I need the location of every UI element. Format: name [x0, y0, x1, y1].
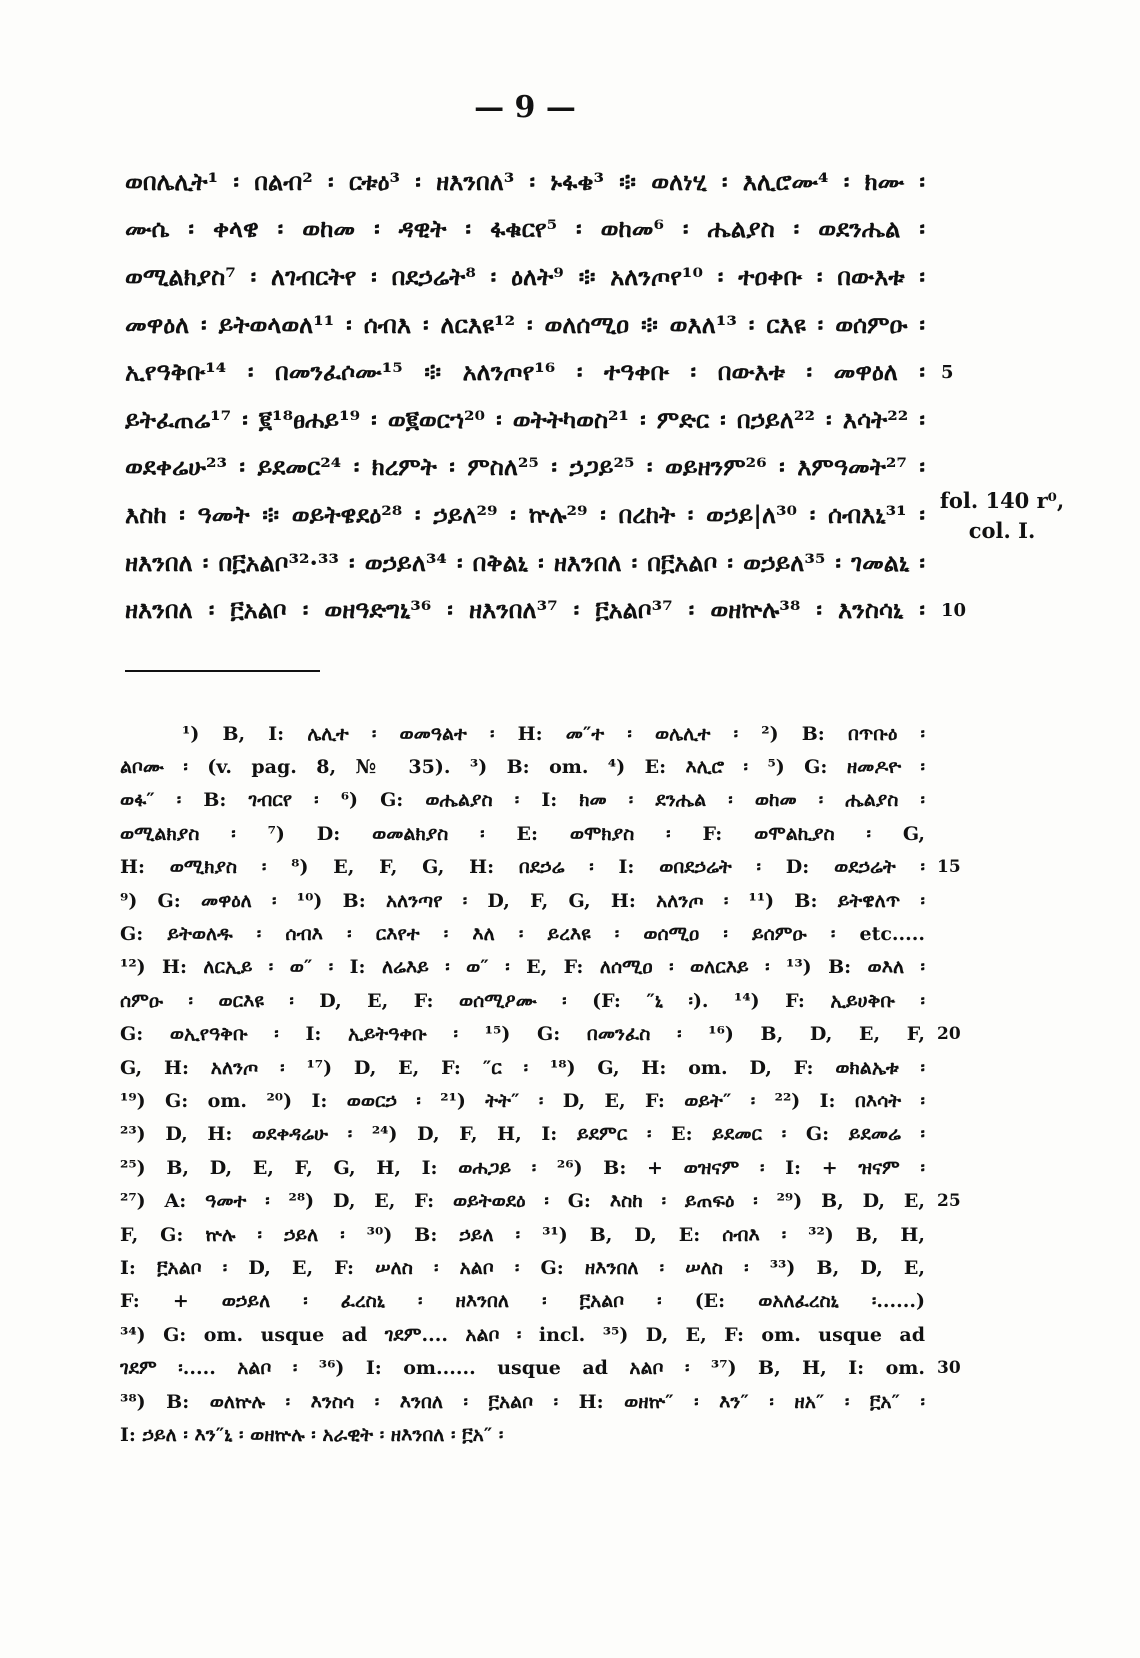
apparatus-line: ወሚልክያስ ፡ ⁷) D: ወመልክያስ ፡ E: ወሞክያስ ፡ F: ወሞልኪያስ ፡ G, — [120, 822, 925, 845]
main-text-row — [125, 586, 1005, 634]
apparatus-row — [120, 1351, 1000, 1384]
apparatus-row — [120, 1285, 1000, 1318]
line-number: 10 — [941, 599, 967, 621]
apparatus-line: G, H: አለንጦ ፡ ¹⁷) D, E, F: ″ር ፡ ¹⁸) G, H: om. D, F: ወክልኤቱ ፡ — [120, 1056, 925, 1079]
main-text-line: ይትፈጠሬ¹⁷ ፡ ፪¹⁸ፀሐይ¹⁹ ፡ ወ፪ወርኀ²⁰ ፡ ወትትካወስ²¹ ፡ ምድር ፡ በኃይለ²² ፡ እሳት²² ፡ — [125, 404, 925, 434]
apparatus-row — [120, 1418, 1000, 1451]
folio-margin-note — [932, 486, 1072, 546]
main-text-row — [125, 301, 1005, 349]
line-number: 25 — [937, 1191, 961, 1212]
apparatus-row — [120, 1084, 1000, 1117]
apparatus-row — [120, 817, 1000, 850]
apparatus-row — [120, 851, 1000, 884]
critical-apparatus — [120, 717, 1000, 1452]
apparatus-line: G: ወኢየዓቅቡ ፡ I: ኢይትዓቀቡ ፡ ¹⁵) G: በመንፈስ ፡ ¹⁶) B, D, E, F, — [120, 1023, 925, 1046]
apparatus-row — [120, 717, 1000, 750]
main-text-line: ሙሴ ፡ ቀላዌ ፡ ወከመ ፡ ዳዊት ፡ ፋቁርየ⁵ ፡ ወከመ⁶ ፡ ሔልያስ ፡ ወደንሔል ፡ — [125, 214, 925, 244]
apparatus-line: ወፋ″ ፡ B: ገብርየ ፡ ⁶) G: ወሔልያስ ፡ I: ክመ ፡ ደንሔል ፡ ወከመ ፡ ሔልያስ ፡ — [120, 789, 925, 812]
apparatus-row — [120, 1051, 1000, 1084]
main-text-row — [125, 396, 1005, 444]
apparatus-row — [120, 1318, 1000, 1351]
main-text-line: ወደቀሬሁ²³ ፡ ይደመር²⁴ ፡ ክረምት ፡ ምስለ²⁵ ፡ ኃጋይ²⁵ ፡ ወይዘንም²⁶ ፡ እምዓመት²⁷ ፡ — [125, 452, 925, 482]
main-text-row — [125, 253, 1005, 301]
page-number: — 9 — — [474, 90, 576, 125]
main-text-line: ዘእንበለ ፡ ፫አልቦ ፡ ወዘዓድግኒ³⁶ ፡ ዘእንበለ³⁷ ፡ ፫አልቦ³⁷ ፡ ወዘኵሉ³⁸ ፡ እንስሳኒ ፡ — [125, 595, 925, 625]
apparatus-line: ¹²) H: ለርኢይ ፡ ወ″ ፡ I: ለሬእይ ፡ ወ″ ፡ E, F: ለሰሚዐ ፡ ወለርእይ ፡ ¹³) B: ወእለ ፡ — [120, 956, 925, 979]
main-text-line: ወሚልክያስ⁷ ፡ ለገብርትየ ፡ በደኃሬት⁸ ፡ ዕለት⁹ ፨ አለንጦየ¹⁰ ፡ ተዐቀቡ ፡ በውእቱ ፡ — [125, 261, 925, 291]
main-text-row — [125, 444, 1005, 492]
apparatus-row — [120, 1218, 1000, 1251]
apparatus-row — [120, 1118, 1000, 1151]
main-text-row — [125, 206, 1005, 254]
apparatus-row — [120, 917, 1000, 950]
apparatus-row — [120, 1251, 1000, 1284]
apparatus-line: ³⁸) B: ወለኵሉ ፡ እንስሳ ፡ እንበለ ፡ ፫አልቦ ፡ H: ወዘኵ″ ፡ እን″ ፡ ዘአ″ ፡ ፫አ″ ፡ — [120, 1390, 925, 1413]
apparatus-line: ገደም ፡..... አልቦ ፡ ³⁶) I: om...... usque ad አልቦ ፡ ³⁷) B, H, I: om. — [120, 1357, 925, 1380]
column-reference: col. I. — [968, 518, 1036, 543]
main-text-line: ኢየዓቅቡ¹⁴ ፡ በመንፈሶሙ¹⁵ ፨ አለንጦየ¹⁶ ፡ ተዓቀቡ ፡ በውእቱ ፡ መዋዕለ ፡ — [125, 357, 925, 387]
apparatus-row — [120, 1385, 1000, 1418]
main-text-row — [125, 158, 1005, 206]
main-text-row — [125, 539, 1005, 587]
apparatus-line: F: + ወኃይለ ፡ ፈረስኒ ፡ ዘእንበለ ፡ ፫አልቦ ፡ (E: ወአለፈረስኒ ፡......) — [120, 1290, 925, 1313]
main-text-line: መዋዕለ ፡ ይትወላወለ¹¹ ፡ ሰብእ ፡ ለርእዩ¹² ፡ ወለሰሚዐ ፨ ወእለ¹³ ፡ ርእዩ ፡ ወሰምዑ ፡ — [125, 309, 925, 339]
main-text-row — [125, 491, 1005, 539]
apparatus-line: F, G: ኵሉ ፡ ኃይለ ፡ ³⁰) B: ኃይለ ፡ ³¹) B, D, E: ሰብእ ፡ ³²) B, H, — [120, 1223, 925, 1246]
apparatus-row — [120, 1151, 1000, 1184]
apparatus-line: ⁹) G: መዋዕለ ፡ ¹⁰) B: አለንጣየ ፡ D, F, G, H: አለንጦ ፡ ¹¹) B: ይትዌለጥ ፡ — [120, 889, 925, 912]
apparatus-line: ²³) D, H: ወደቀዳሬሁ ፡ ²⁴) D, F, H, I: ይደምር ፡ E: ይደመር ፡ G: ይደመሬ ፡ — [120, 1123, 925, 1146]
apparatus-line: ³⁴) G: om. usque ad ገደም.... አልቦ ፡ incl. ³⁵) D, E, F: om. usque ad — [120, 1323, 925, 1346]
apparatus-row — [120, 750, 1000, 783]
apparatus-row — [120, 951, 1000, 984]
main-text-line: ዘእንበለ ፡ በ፫አልቦ³²·³³ ፡ ወኃይለ³⁴ ፡ በቅልኒ ፡ ዘእንበለ ፡ በ፫አልቦ ፡ ወኃይለ³⁵ ፡ ገመልኒ ፡ — [125, 547, 925, 577]
main-text-row — [125, 348, 1005, 396]
apparatus-line: G: ይትወለዱ ፡ ሰብእ ፡ ርእየተ ፡ እለ ፡ ይረእዩ ፡ ወሰሚዐ ፡ ይሰምዑ ፡ etc..... — [120, 923, 925, 946]
main-text — [125, 158, 1005, 634]
apparatus-line: I: ፫አልቦ ፡ D, E, F: ሠለስ ፡ አልቦ ፡ G: ዘእንበለ ፡ ሠለስ ፡ ³³) B, D, E, — [120, 1256, 925, 1279]
apparatus-line: ²⁵) B, D, E, F, G, H, I: ወሐጋይ ፡ ²⁶) B: + ወዝናም ፡ I: + ዝናም ፡ — [120, 1156, 925, 1179]
main-text-line: እስከ ፡ ዓመት ፨ ወይትዌደዕ²⁸ ፡ ኃይለ²⁹ ፡ ኵሉ²⁹ ፡ በረከት ፡ ወኃይ|ለ³⁰ ፡ ሰብእኒ³¹ ፡ — [125, 499, 925, 529]
line-number: 20 — [937, 1024, 961, 1045]
footnote-rule — [125, 670, 320, 672]
line-number: 15 — [937, 857, 961, 878]
apparatus-line: ልቦሙ ፡ (v. pag. 8, № 35). ³) B: om. ⁴) E: እሊሮ ፡ ⁵) G: ዘመዶዮ ፡ — [120, 756, 925, 779]
folio-reference: fol. 140 r⁰, — [939, 488, 1065, 513]
apparatus-line: I: ኃይለ ፡ እን″ኒ ፡ ወዘኵሉ ፡ አራዊት ፡ ዘእንበለ ፡ ፫አ″ ፡ — [120, 1423, 504, 1446]
apparatus-line: ²⁷) A: ዓመተ ፡ ²⁸) D, E, F: ወይትወደዕ ፡ G: እስከ ፡ ይጠፍዕ ፡ ²⁹) B, D, E, — [120, 1190, 925, 1213]
apparatus-row — [120, 884, 1000, 917]
apparatus-line: ¹) B, I: ሌሊተ ፡ ወመዓልተ ፡ H: መ″ተ ፡ ወሌሊተ ፡ ²) B: በጥቡዕ ፡ — [182, 722, 925, 745]
apparatus-line: ¹⁹) G: om. ²⁰) I: ወወርኃ ፡ ²¹) ትት″ ፡ D, E, F: ወይት″ ፡ ²²) I: በእሳት ፡ — [120, 1089, 925, 1112]
apparatus-row — [120, 1018, 1000, 1051]
apparatus-row — [120, 984, 1000, 1017]
apparatus-line: H: ወሚክያስ ፡ ⁸) E, F, G, H: በደኃሬ ፡ I: ወበደኃሬት ፡ D: ወደኃሬት ፡ — [120, 856, 925, 879]
apparatus-line: ሰምዑ ፡ ወርእዩ ፡ D, E, F: ወሰሚዖሙ ፡ (F: ″ኒ ፡). ¹⁴) F: ኢይሀቅቡ ፡ — [120, 989, 925, 1012]
apparatus-row — [120, 1184, 1000, 1217]
line-number: 5 — [941, 361, 954, 383]
apparatus-row — [120, 784, 1000, 817]
main-text-line: ወበሌሊት¹ ፡ በልብ² ፡ ርቱዕ³ ፡ ዘእንበለ³ ፡ ኑፋቄ³ ፨ ወለነሂ ፡ እሊሮሙ⁴ ፡ ክሙ ፡ — [125, 166, 925, 196]
line-number: 30 — [937, 1358, 961, 1379]
